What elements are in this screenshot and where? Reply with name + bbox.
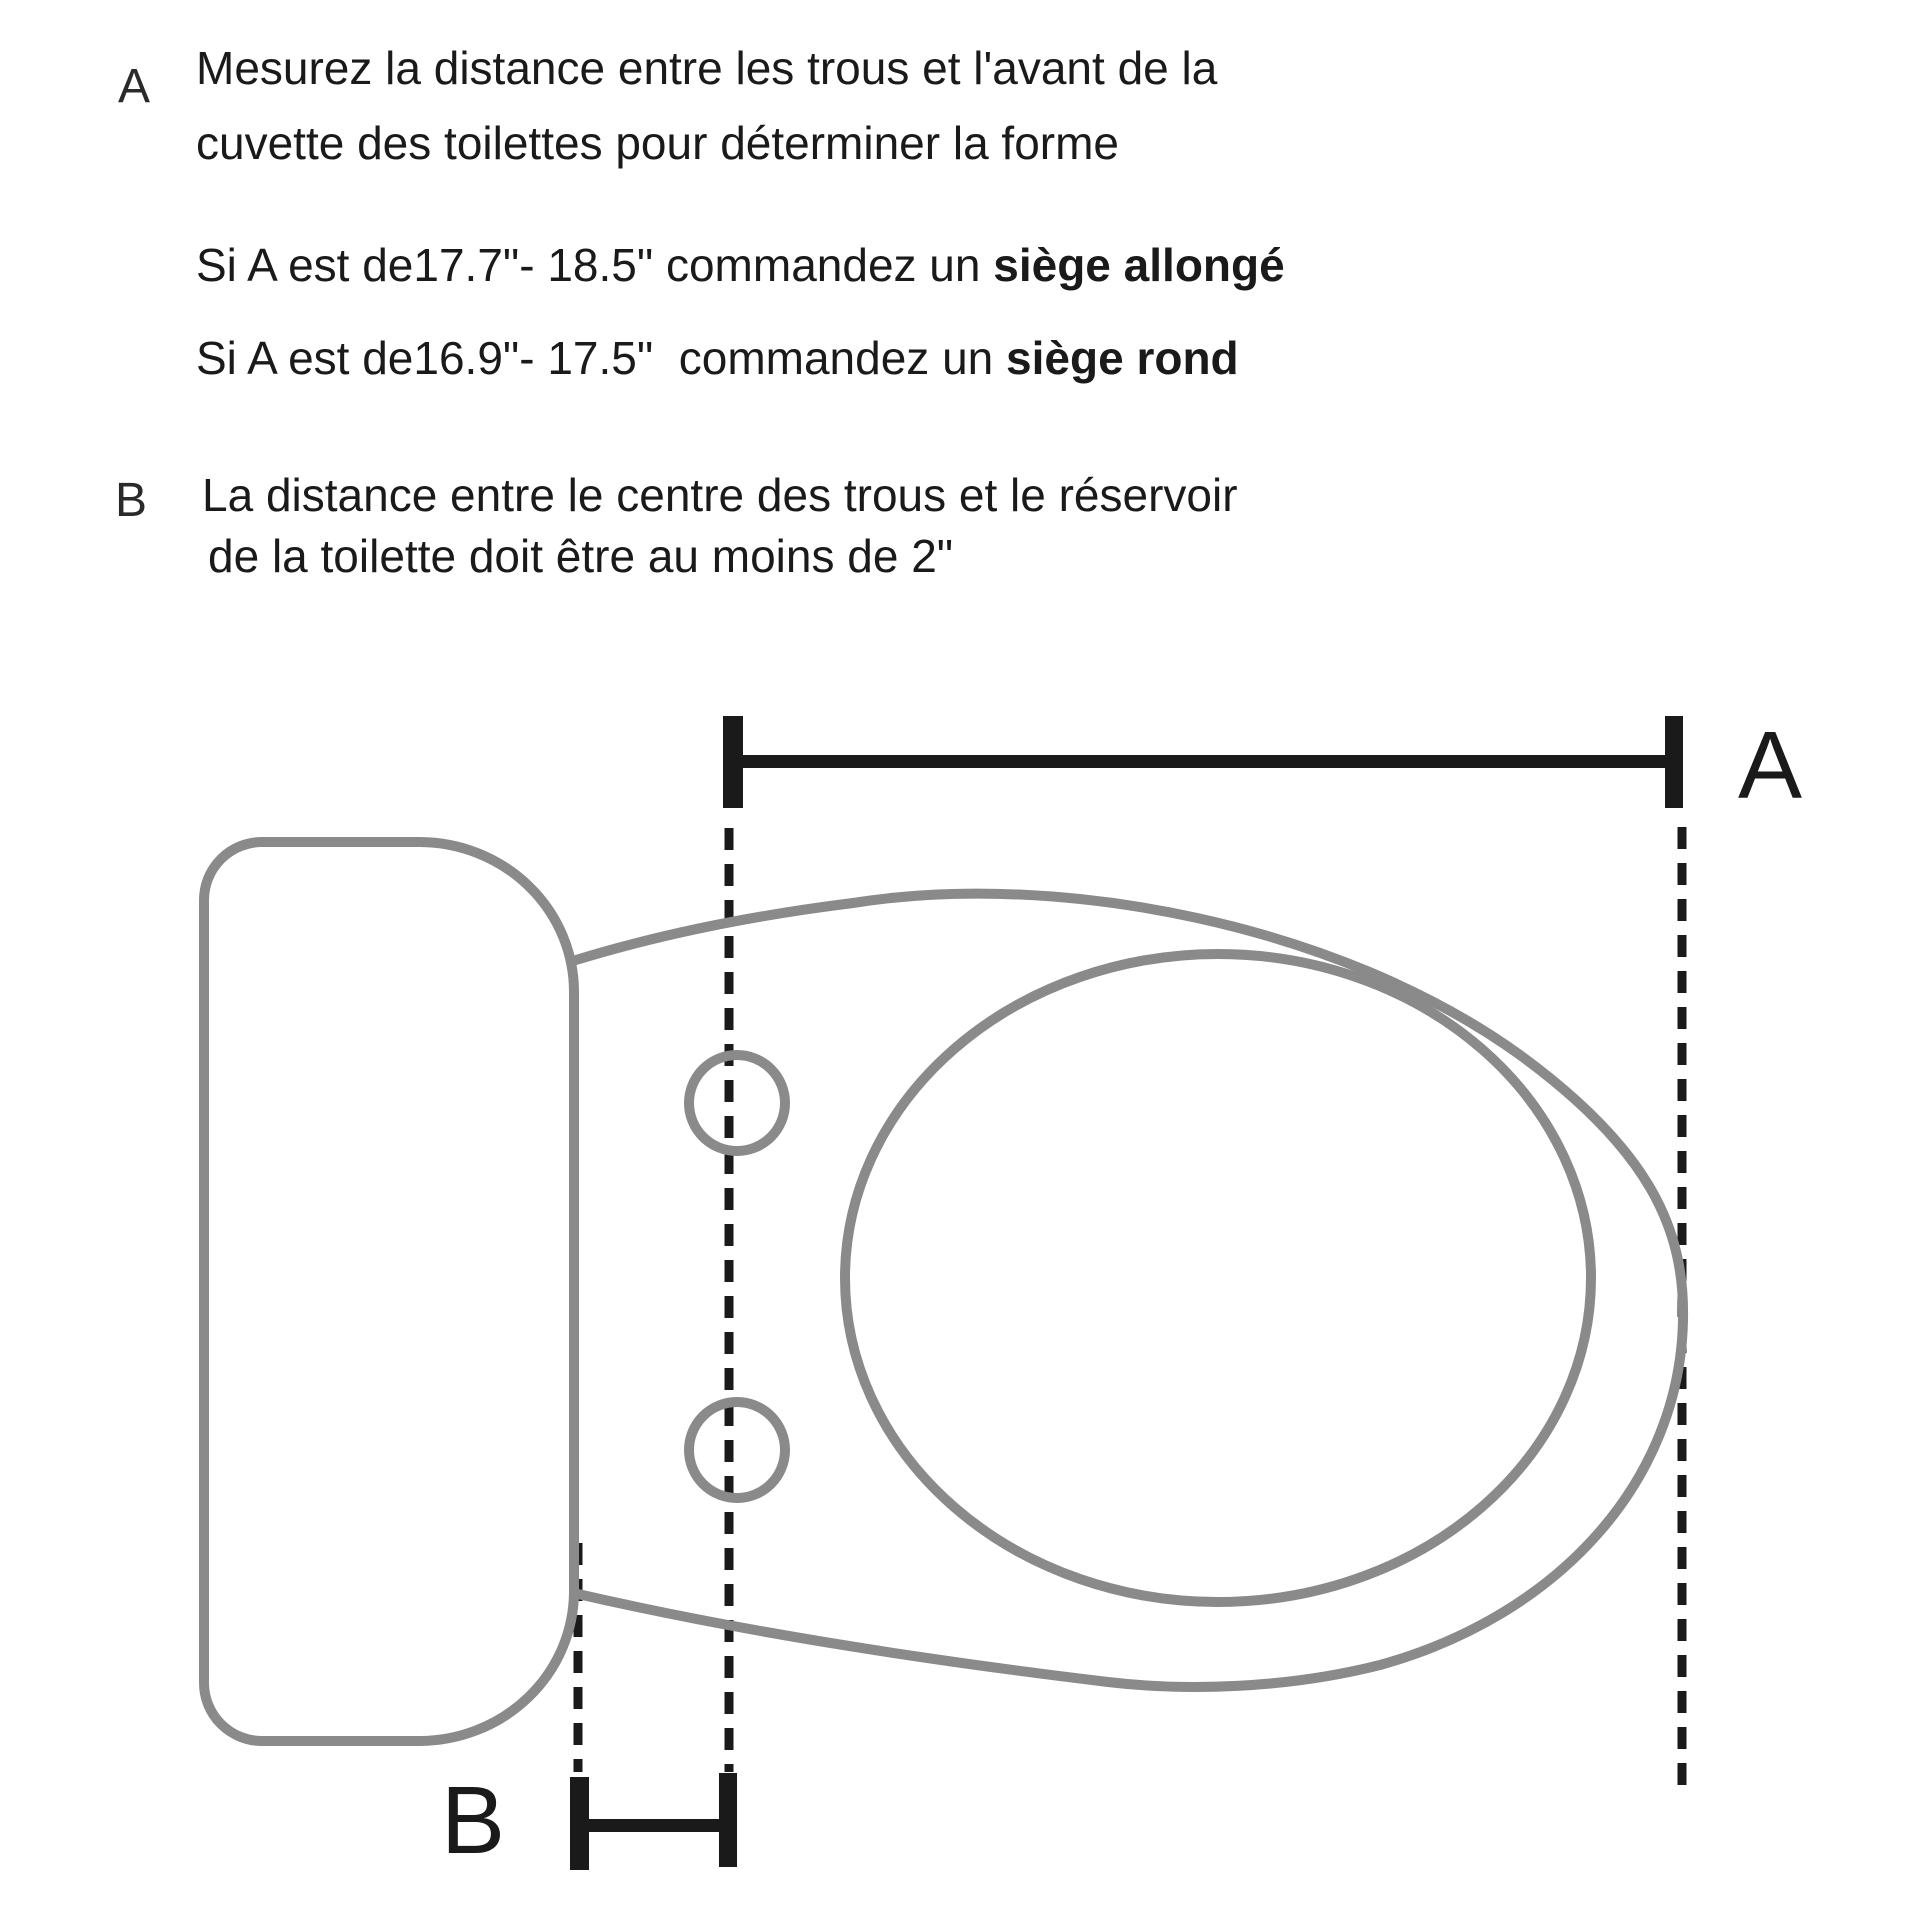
- diagram-marker-b: B: [441, 1767, 506, 1874]
- section-b-label: B: [115, 474, 148, 527]
- measure-b-right-cap: [719, 1773, 737, 1867]
- size-option-round-bold: siège rond: [1006, 332, 1239, 384]
- measure-a-left-cap: [723, 716, 743, 808]
- size-option-elongated-bold: siège allongé: [993, 239, 1285, 291]
- instruction-b-line1: La distance entre le centre des trous et le réservoir: [202, 469, 1238, 521]
- measure-a-line: [743, 755, 1665, 768]
- measure-b-left-cap: [570, 1777, 589, 1870]
- measure-b-line: [589, 1819, 719, 1832]
- section-a-label: A: [118, 60, 151, 113]
- diagram-marker-a: A: [1738, 712, 1803, 819]
- instruction-a-line2: cuvette des toilettes pour déterminer la forme: [196, 117, 1120, 169]
- instruction-b-line2: de la toilette doit être au moins de 2": [208, 530, 954, 582]
- size-option-elongated-prefix: Si A est de17.7"- 18.5" commandez un: [196, 239, 994, 291]
- measure-a-right-cap: [1665, 716, 1683, 808]
- tank-outline: [204, 842, 574, 1741]
- bolt-hole-top: [689, 1055, 785, 1151]
- seat-outer-outline: [576, 894, 1683, 1687]
- instruction-a-line1: Mesurez la distance entre les trous et l'avant de la: [196, 42, 1218, 94]
- seat-inner-oval: [845, 954, 1591, 1602]
- bolt-hole-bottom: [689, 1402, 785, 1498]
- size-option-round-prefix: Si A est de16.9"- 17.5" commandez un: [196, 332, 1007, 384]
